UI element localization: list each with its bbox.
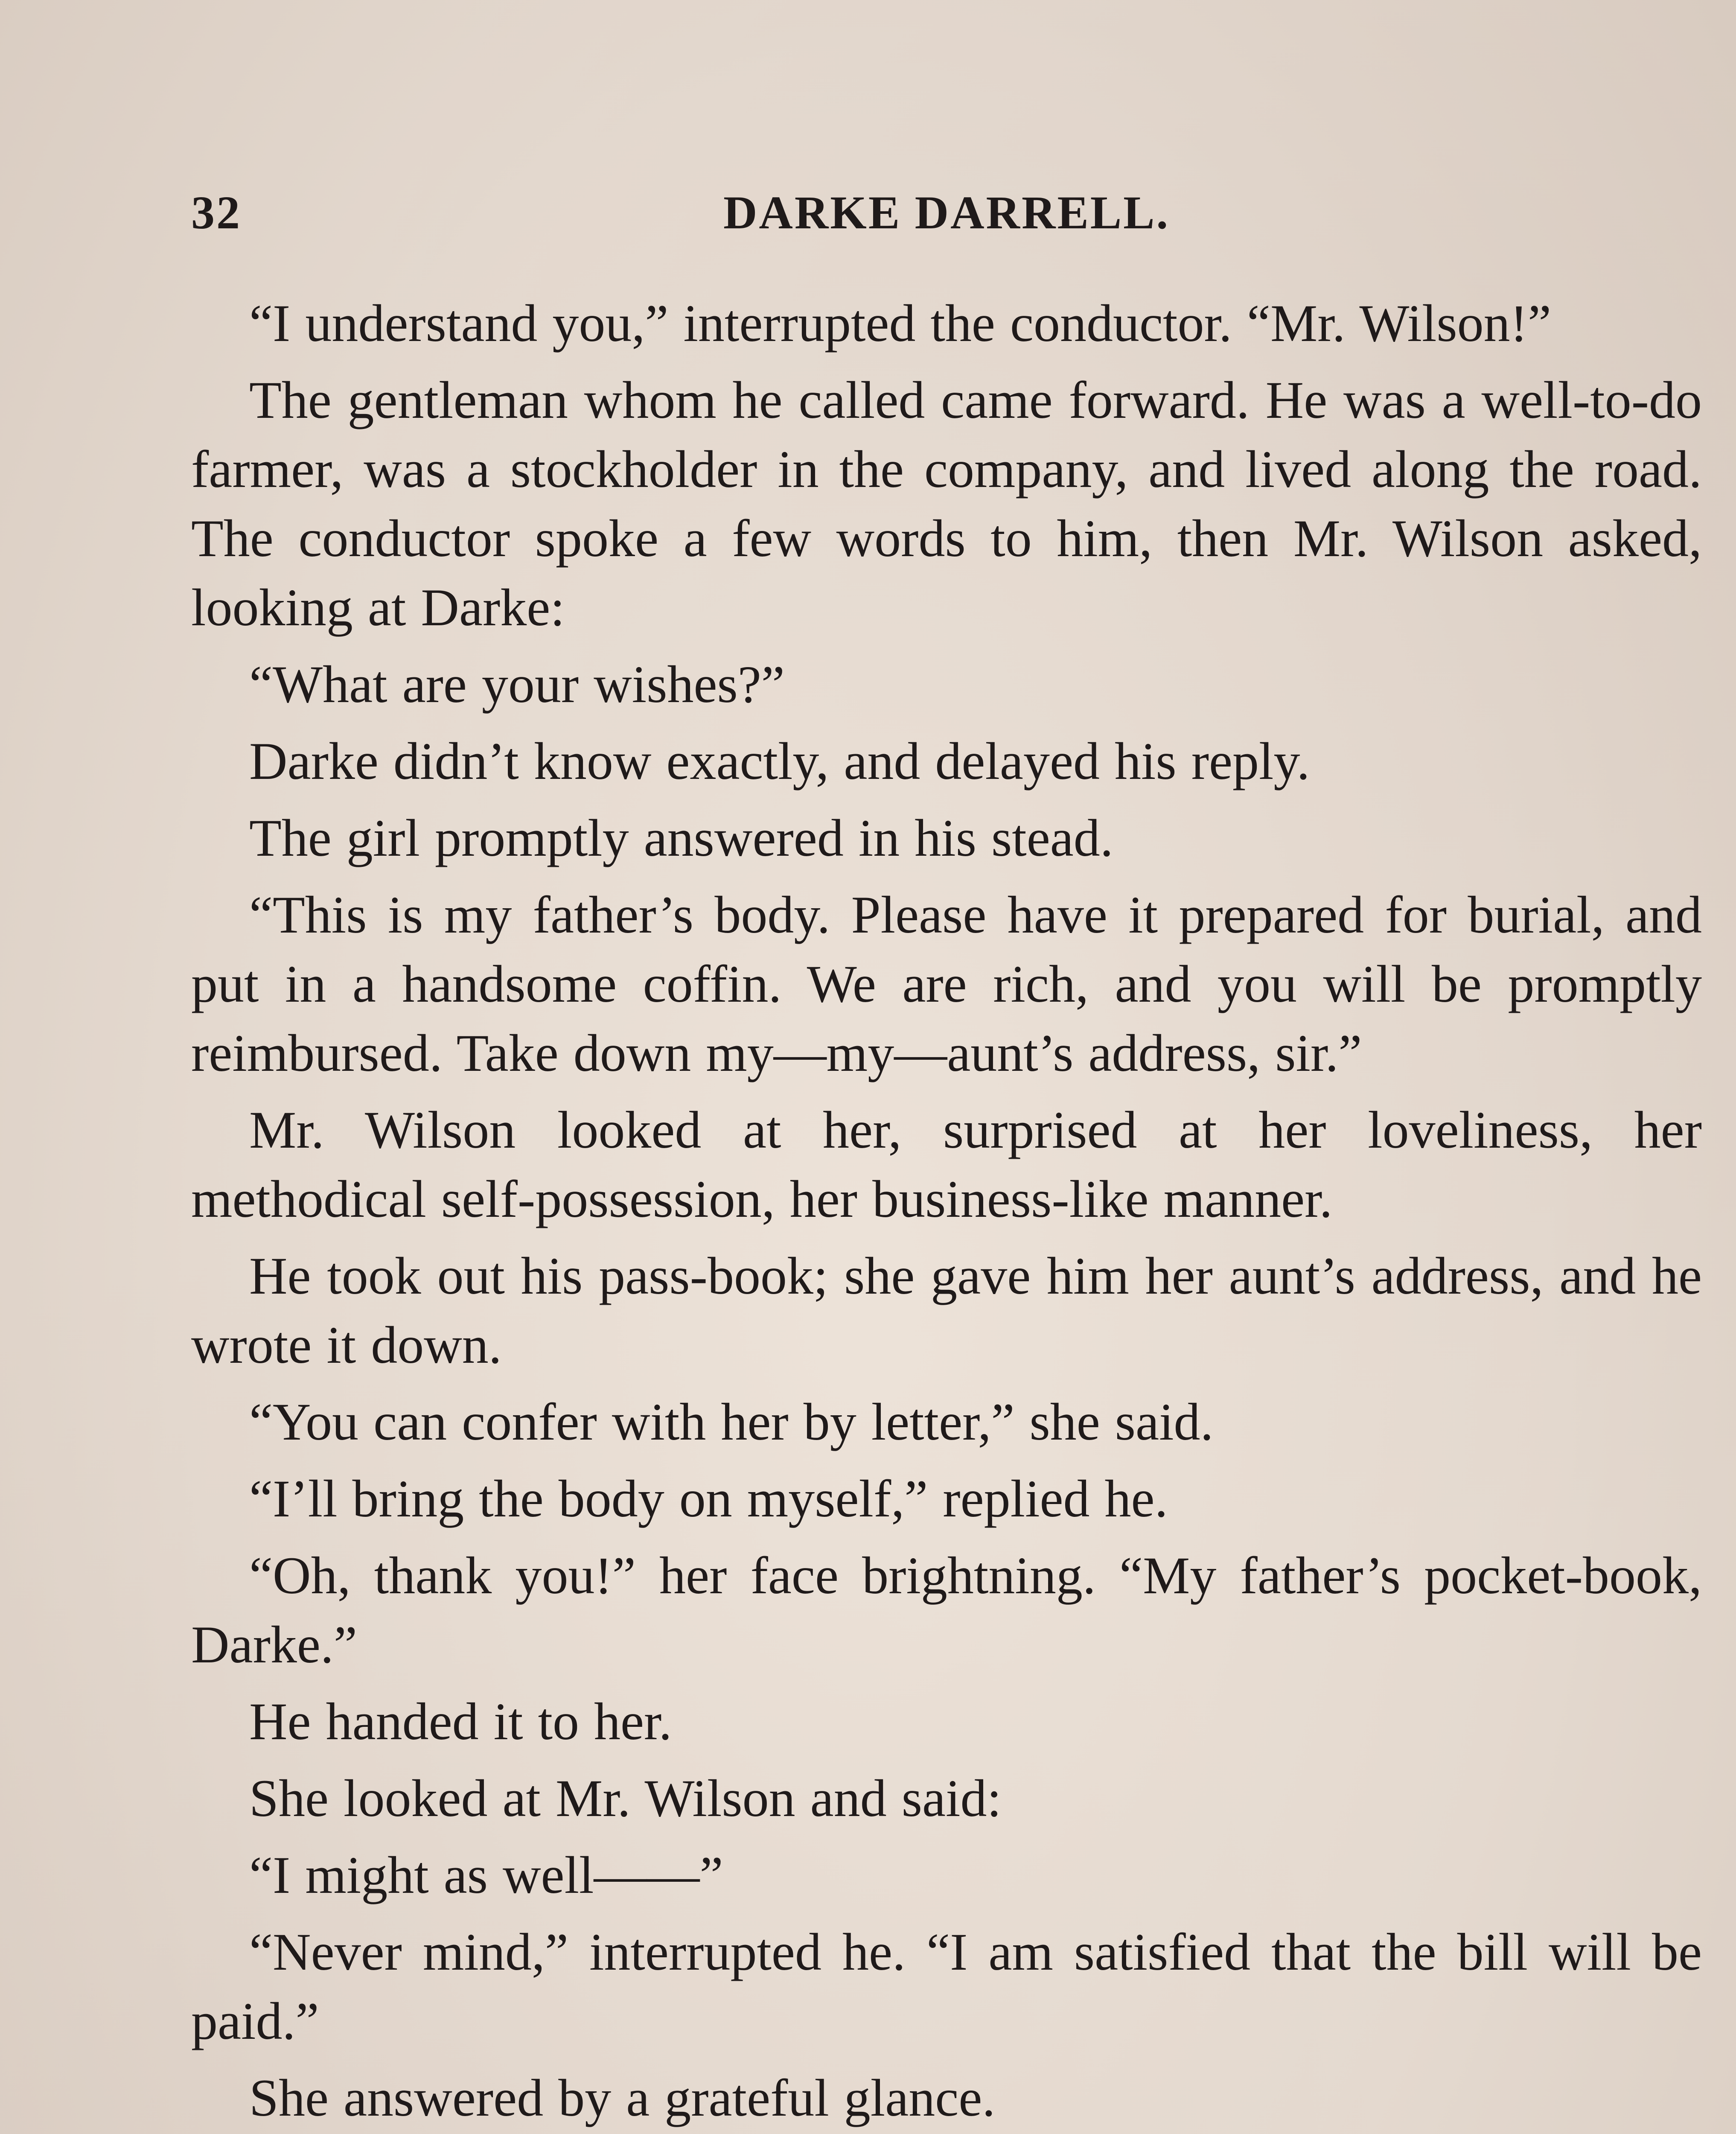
book-page [191,169,1702,2127]
paragraph: “I might as well——” [249,1846,723,1904]
paragraph: He took out his pass-book; she gave him her aunt’s address, and he wrote it down. [191,1247,1702,1374]
page-number: 32 [191,187,242,239]
paragraph: “Oh, thank you!” her face brightning. “My father’s pocket-book, Darke.” [191,1546,1702,1674]
paragraph: Mr. Wilson looked at her, surprised at her loveliness, her methodical self-possession, her business-like manner. [191,1101,1702,1228]
paragraph: “This is my father’s body. Please have it prepared for burial, and put in a handsome coffin. We are rich, and you will be promptly reimbursed. Take down my—my—aunt’s address, sir.” [191,886,1702,1082]
paragraph: He handed it to her. [249,1692,672,1751]
page-header [191,169,1702,239]
paragraph: Darke didn’t know exactly, and delayed his reply. [249,732,1310,790]
paragraph: She answered by a grateful glance. [249,2069,996,2127]
paragraph: “Never mind,” interrupted he. “I am satisfied that the bill will be paid.” [191,1923,1702,2050]
paragraph: The girl promptly answered in his stead. [249,809,1113,867]
paragraph: “I understand you,” interrupted the conductor. “Mr. Wilson!” [249,294,1551,353]
paragraph: She looked at Mr. Wilson and said: [249,1769,1002,1828]
paragraph: “You can confer with her by letter,” she said. [249,1393,1214,1451]
paragraph: “I’ll bring the body on myself,” replied he. [249,1469,1168,1528]
running-head: DARKE DARRELL. [723,187,1170,239]
paragraph: “What are your wishes?” [249,655,785,714]
page-body [191,289,1702,2134]
paragraph: The gentleman whom he called came forward. He was a well-to-do farmer, was a stockholder in the company, and lived along the road. The conductor spoke a few words to him, then Mr. Wilson asked, looking at Darke: [191,371,1702,637]
